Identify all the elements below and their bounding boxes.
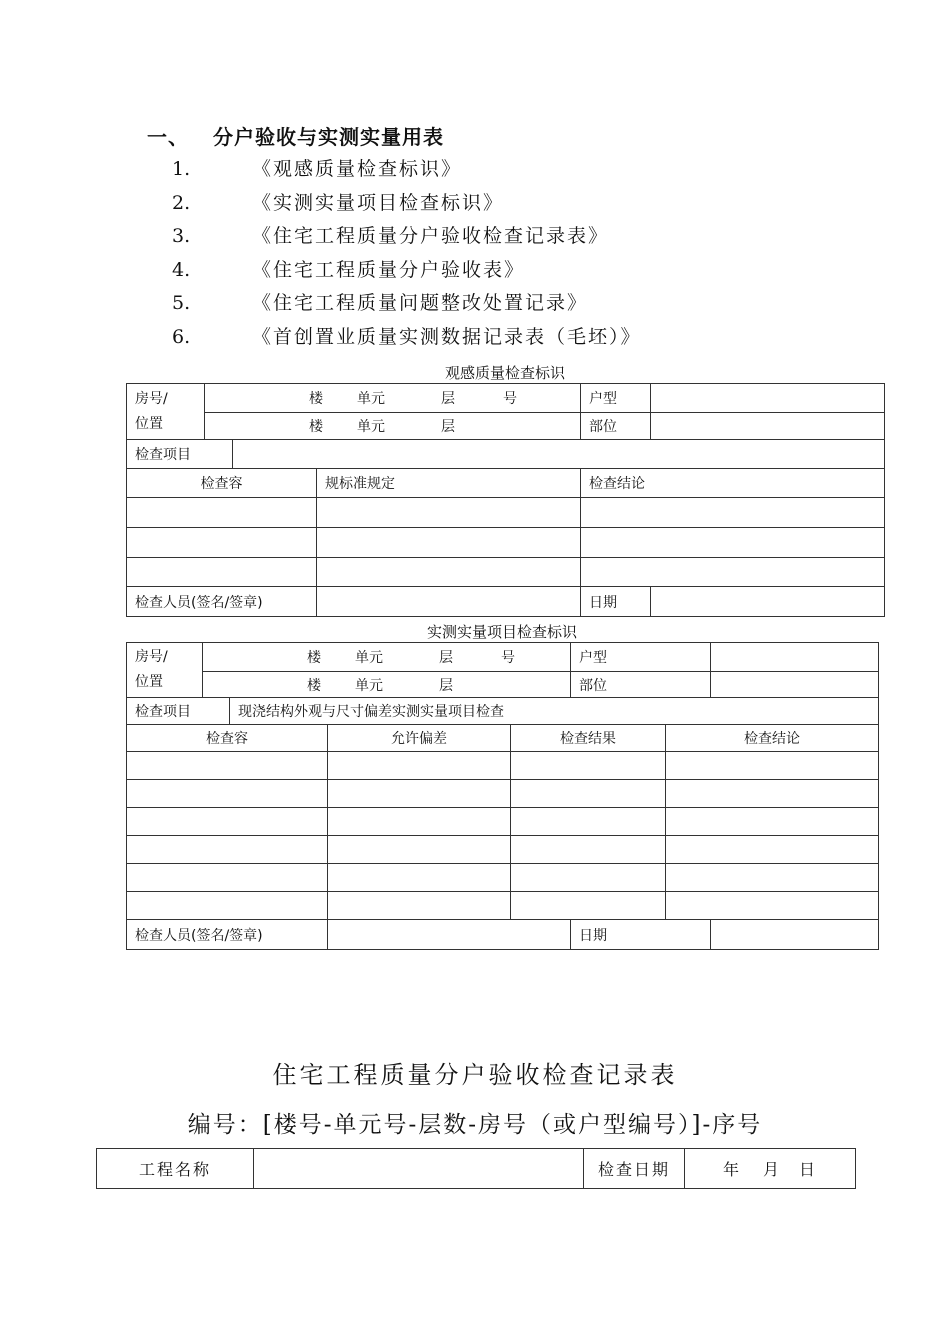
list-item: 2. 《实测实量项目检查标识》 — [172, 191, 505, 214]
section-number: 一、 — [147, 125, 189, 149]
project-label: 工程名称 — [97, 1149, 254, 1189]
room-label: 房号/ 位置 — [127, 384, 205, 440]
table-row — [127, 528, 885, 558]
table-row — [127, 892, 879, 920]
form3-table — [96, 1148, 856, 1189]
form3-code: 编号：[楼号-单元号-层数-房号（或户型编号）]-序号 — [187, 1112, 763, 1138]
table-row — [127, 836, 879, 864]
header-standard: 规标准规定 — [317, 469, 581, 498]
section-heading — [147, 121, 444, 150]
item-label: 检查项目 — [127, 698, 230, 725]
form2-caption: 实测实量项目检查标识 — [426, 623, 577, 641]
type-value[interactable] — [711, 643, 879, 672]
room-row1[interactable]: 楼 单元 层 号 — [205, 384, 581, 413]
item-value[interactable] — [233, 440, 885, 469]
inspector-label: 检查人员(签名/签章) — [127, 920, 328, 950]
date-value[interactable] — [651, 587, 885, 617]
header-content: 检查容 — [127, 469, 317, 498]
part-label: 部位 — [571, 672, 711, 698]
list-item-label: 《首创置业质量实测数据记录表（毛坯）》 — [252, 325, 642, 348]
header-conclusion: 检查结论 — [581, 469, 885, 498]
date-label: 日期 — [571, 920, 711, 950]
list-item-label: 《住宅工程质量分户验收检查记录表》 — [252, 225, 610, 247]
header-tolerance: 允许偏差 — [328, 725, 511, 752]
table-row — [127, 752, 879, 780]
item-label: 检查项目 — [127, 440, 233, 469]
list-item: 5. 《住宅工程质量问题整改处置记录》 — [172, 292, 589, 314]
list-item: 6. 《首创置业质量实测数据记录表（毛坯）》 — [172, 325, 642, 348]
header-content: 检查容 — [127, 725, 328, 752]
room-row2[interactable]: 楼 单元 层 — [205, 413, 581, 440]
form3-title: 住宅工程质量分户验收检查记录表 — [272, 1061, 678, 1089]
list-item-label: 《住宅工程质量问题整改处置记录》 — [252, 292, 589, 314]
type-value[interactable] — [651, 384, 885, 413]
item-value[interactable]: 现浇结构外观与尺寸偏差实测实量项目检查 — [230, 698, 879, 725]
table-row — [127, 864, 879, 892]
type-label: 户型 — [571, 643, 711, 672]
part-value[interactable] — [651, 413, 885, 440]
part-label: 部位 — [581, 413, 651, 440]
room-label: 房号/ 位置 — [127, 643, 203, 698]
inspector-value[interactable] — [328, 920, 571, 950]
section-title: 分户验收与实测实量用表 — [213, 125, 444, 149]
table-row — [127, 780, 879, 808]
list-item-label: 《观感质量检查标识》 — [252, 158, 463, 180]
table-row — [127, 498, 885, 528]
check-date-label: 检查日期 — [584, 1149, 685, 1189]
project-value[interactable] — [254, 1149, 584, 1189]
date-label: 日期 — [581, 587, 651, 617]
list-item: 1. 《观感质量检查标识》 — [172, 158, 463, 180]
type-label: 户型 — [581, 384, 651, 413]
date-value[interactable] — [711, 920, 879, 950]
table-row — [127, 558, 885, 587]
form2-table — [126, 642, 879, 950]
header-conclusion: 检查结论 — [666, 725, 879, 752]
inspector-value[interactable] — [317, 587, 581, 617]
list-item: 3. 《住宅工程质量分户验收检查记录表》 — [172, 225, 610, 247]
header-result: 检查结果 — [511, 725, 666, 752]
part-value[interactable] — [711, 672, 879, 698]
list-item-label: 《住宅工程质量分户验收表》 — [252, 258, 526, 281]
inspector-label: 检查人员(签名/签章) — [127, 587, 317, 617]
form1-table — [126, 383, 885, 617]
list-item: 4. 《住宅工程质量分户验收表》 — [172, 258, 526, 281]
room-row2[interactable]: 楼 单元 层 — [203, 672, 571, 698]
form-list — [172, 154, 642, 355]
table-row — [127, 808, 879, 836]
check-date-value[interactable]: 年 月 日 — [685, 1149, 856, 1189]
form1-caption: 观感质量检查标识 — [444, 364, 565, 382]
list-item-label: 《实测实量项目检查标识》 — [252, 191, 505, 214]
room-row1[interactable]: 楼 单元 层 号 — [203, 643, 571, 672]
